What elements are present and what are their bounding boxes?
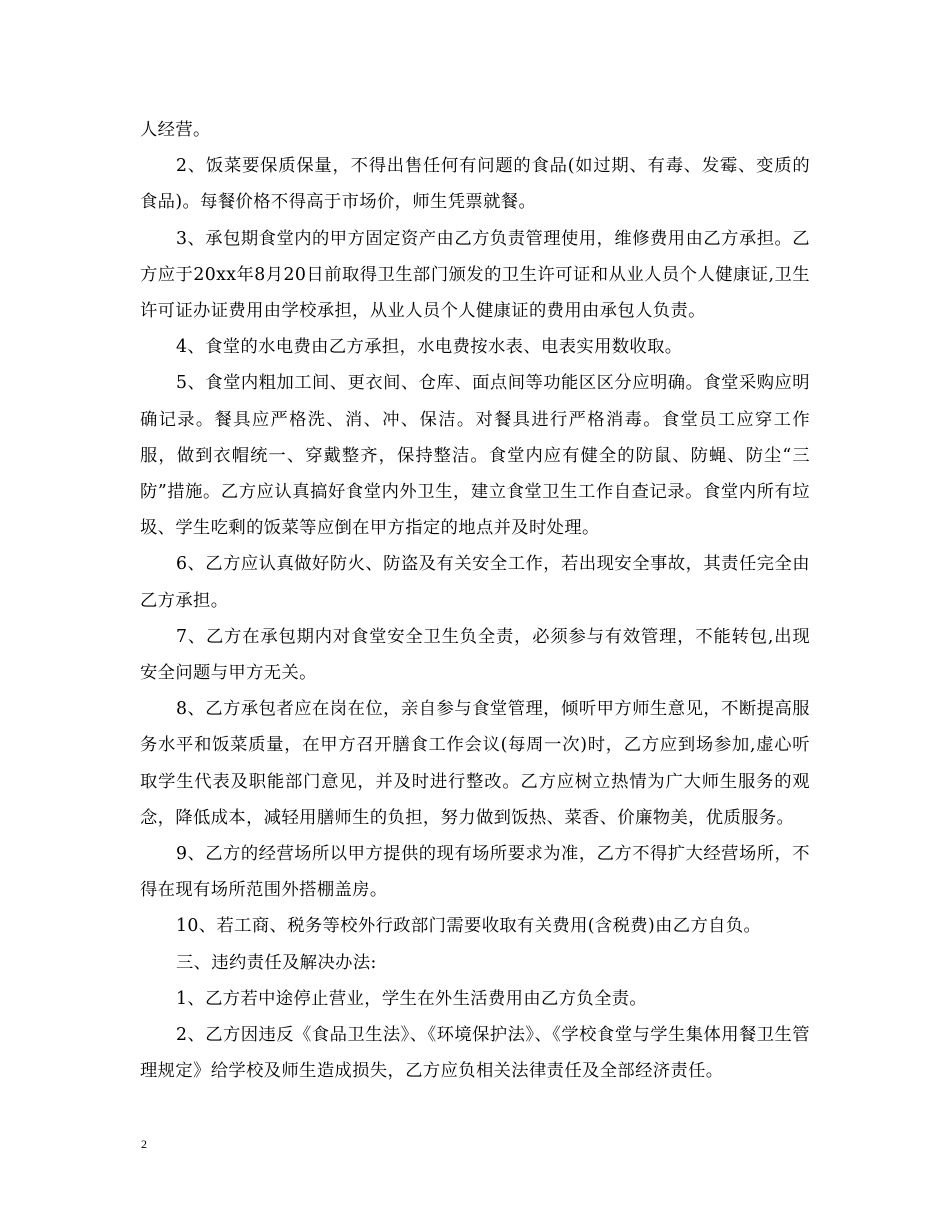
section-heading-breach-liability: 三、违约责任及解决办法: (176, 952, 377, 973)
paragraph-clause-10: 10、若工商、税务等校外行政部门需要收取有关费用(含税费)由乙方自负。 (176, 916, 762, 937)
paragraph-clause-7: 7、乙方在承包期内对食堂安全卫生负全责，必须参与有效管理，不能转包,出现安全问题与甲方无关。 (140, 626, 810, 684)
paragraph-clause-2: 2、饭菜要保质保量，不得出售任何有问题的食品(如过期、有毒、发霉、变质的食品)。每餐价格不得高于市场价，师生凭票就餐。 (140, 156, 810, 213)
page-body (140, 112, 810, 1089)
paragraph-clause-6: 6、乙方应认真做好防火、防盗及有关安全工作，若出现安全事故，其责任完全由乙方承担。 (140, 554, 810, 611)
paragraph-breach-clause-2: 2、乙方因违反《食品卫生法》、《环境保护法》、《学校食堂与学生集体用餐卫生管理规定》给学校及师生造成损失，乙方应负相关法律责任及全部经济责任。 (140, 1025, 810, 1082)
paragraph-clause-9: 9、乙方的经营场所以甲方提供的现有场所要求为准，乙方不得扩大经营场所，不得在现有场所范围外搭棚盖房。 (140, 844, 810, 901)
paragraph-clause-8: 8、乙方承包者应在岗在位，亲自参与食堂管理，倾听甲方师生意见，不断提高服务水平和饭菜质量，在甲方召开膳食工作会议(每周一次)时，乙方应到场参加,虚心听取学生代表及职能部门意见，并及时进行整改。乙方应树立热情为广大师生服务的观念，降低成本，减轻用膳师生的负担，努力做到饭热、菜香、价廉物美，优质服务。 (140, 699, 810, 828)
paragraph-clause-3: 3、承包期食堂内的甲方固定资产由乙方负责管理使用，维修费用由乙方承担。乙方应于20xx年8月20日前取得卫生部门颁发的卫生许可证和从业人员个人健康证,卫生许可证办证费用由学校承担，从业人员个人健康证的费用由承包人负责。 (140, 228, 810, 322)
page-number: 2 (141, 1137, 147, 1151)
paragraph-clause-5: 5、食堂内粗加工间、更衣间、仓库、面点间等功能区区分应明确。食堂采购应明确记录。餐具应严格洗、消、冲、保洁。对餐具进行严格消毒。食堂员工应穿工作服，做到衣帽统一、穿戴整齐，保持整洁。食堂内应有健全的防鼠、防蝇、防尘“三防”措施。乙方应认真搞好食堂内外卫生，建立食堂卫生工作自查记录。食堂内所有垃圾、学生吃剩的饭菜等应倒在甲方指定的地点并及时处理。 (140, 373, 810, 539)
paragraph-clause-4: 4、食堂的水电费由乙方承担，水电费按水表、电表实用数收取。 (176, 337, 683, 358)
paragraph-continuation: 人经营。 (140, 120, 211, 140)
paragraph-breach-clause-1: 1、乙方若中途停止营业，学生在外生活费用由乙方负全责。 (176, 988, 648, 1009)
